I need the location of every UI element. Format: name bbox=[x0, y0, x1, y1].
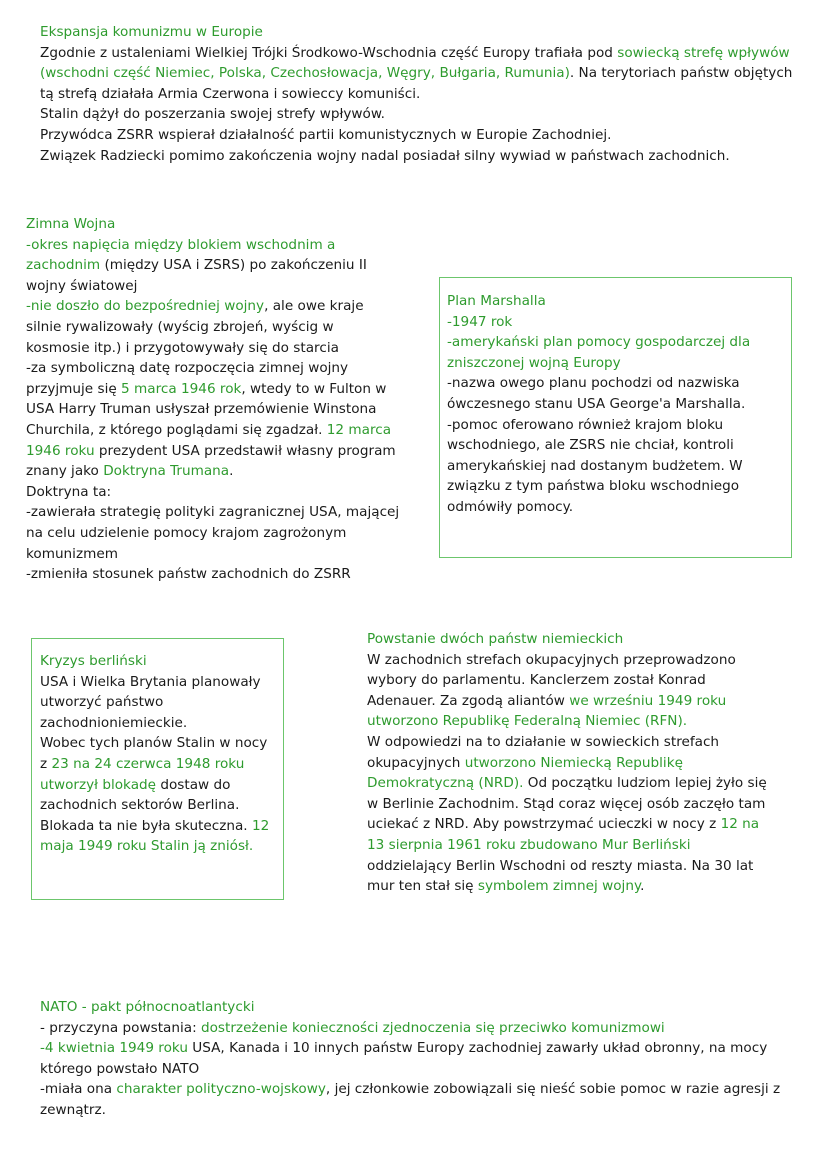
highlight: 12 maja 1949 roku Stalin ją zniósł. bbox=[40, 817, 270, 855]
text: . bbox=[640, 878, 645, 895]
paragraph bbox=[40, 1079, 800, 1120]
paragraph: -nazwa owego planu pochodzi od nazwiska ówczesnego stanu USA George'a Marshalla. bbox=[447, 375, 746, 412]
text: oddzielający Berlin Wschodni od reszty miasta. Na 30 lat mur ten stał się bbox=[367, 857, 754, 895]
highlight: 23 na 24 czerwca 1948 roku utworzył blokadę bbox=[40, 755, 245, 793]
text: , jej członkowie zobowiązali się nieść sobie pomoc w razie agresji z zewnątrz. bbox=[40, 1081, 781, 1118]
highlight: we wrześniu 1949 roku utworzono Republikę Federalną Niemiec (RFN). bbox=[367, 692, 727, 730]
paragraph bbox=[26, 296, 401, 358]
paragraph: -1947 rok bbox=[447, 313, 513, 330]
text: -miała ona bbox=[40, 1081, 117, 1098]
paragraph bbox=[40, 1018, 800, 1039]
text: , wtedy to w Fulton w USA Harry Truman usłyszał przemówienie Winstona Churchila, z którego poglądami się zgadzał. bbox=[26, 380, 387, 438]
section-title: Kryzys berliński bbox=[40, 653, 147, 669]
text: . bbox=[229, 463, 234, 480]
highlight: -okres napięcia między blokiem wschodnim a zachodnim bbox=[26, 236, 336, 274]
paragraph: Związek Radziecki pomimo zakończenia wojny nadal posiadał silny wywiad w państwach zachodnich. bbox=[40, 147, 730, 164]
paragraph: Przywódca ZSRR wspierał działalność partii komunistycznych w Europie Zachodniej. bbox=[40, 126, 612, 143]
paragraph: Doktryna ta: bbox=[26, 483, 112, 500]
text: -za symboliczną datę rozpoczęcia zimnej wojny przyjmuje się bbox=[26, 360, 349, 397]
text: prezydent USA przedstawił własny program znany jako bbox=[26, 442, 396, 480]
text: , ale owe kraje silnie rywalizowały (wyścig zbrojeń, wyścig w kosmosie itp.) i przygotowywały się do starcia bbox=[26, 298, 364, 356]
section-title: Zimna Wojna bbox=[26, 216, 116, 232]
highlight: dostrzeżenie konieczności zjednoczenia się przeciwko komunizmowi bbox=[200, 1019, 665, 1036]
paragraph: -zmieniła stosunek państw zachodnich do ZSRR bbox=[26, 566, 351, 583]
text: W odpowiedzi na to działanie w sowieckich strefach okupacyjnych bbox=[367, 733, 720, 771]
highlight: -4 kwietnia 1949 roku bbox=[40, 1040, 188, 1057]
paragraph bbox=[40, 816, 278, 857]
highlight: 12 na 13 sierpnia 1961 roku zbudowano Mur Berliński bbox=[367, 816, 760, 853]
highlight: symbolem zimnej wojny bbox=[477, 878, 641, 895]
paragraph: -amerykański plan pomocy gospodarczej dla zniszczonej wojną Europy bbox=[447, 334, 751, 371]
text: W zachodnich strefach okupacyjnych przeprowadzono wybory do parlamentu. Kanclerzem został Konrad Adenauer. Za zgodą aliantów bbox=[367, 651, 736, 709]
section-zimna-wojna bbox=[26, 214, 401, 585]
paragraph: Stalin dążył do poszerzania swojej strefy wpływów. bbox=[40, 106, 386, 123]
paragraph bbox=[367, 650, 769, 732]
section-powstanie-panstw bbox=[367, 629, 769, 897]
paragraph bbox=[40, 733, 278, 815]
text: Od początku ludziom lepiej żyło się w Berlinie Zachodnim. Stąd coraz więcej osób zaczęło tam uciekać z NRD. Aby powstrzymać ucieczki w nocy z bbox=[367, 775, 767, 833]
text: Blokada ta nie była skuteczna. bbox=[40, 817, 252, 834]
text: (między USA i ZSRS) po zakończeniu II wojny światowej bbox=[26, 257, 367, 294]
highlight: sowiecką strefę wpływów (wschodni część Niemiec, Polska, Czechosłowacja, Węgry, Bułgaria, Rumunia) bbox=[40, 44, 790, 82]
paragraph: -pomoc oferowano również krajom bloku wschodniego, ale ZSRS nie chciał, kontroli amerykańskiej nad dostanym budżetem. W związku z tym państwa bloku wschodniego odmówiły pomocy. bbox=[447, 416, 743, 515]
section-ekspansja bbox=[40, 22, 800, 166]
section-title: Powstanie dwóch państw niemieckich bbox=[367, 631, 624, 647]
highlight: utworzono Niemiecką Republikę Demokratyczną (NRD). bbox=[367, 754, 683, 792]
text: dostaw do zachodnich sektorów Berlina. bbox=[40, 776, 240, 814]
section-plan-marshalla bbox=[447, 291, 782, 518]
text: Zgodnie z ustaleniami Wielkiej Trójki Środkowo-Wschodnia część Europy trafiała pod bbox=[40, 44, 618, 61]
text: . Na terytoriach państw objętych tą strefą działała Armia Czerwona i sowieccy komuniści. bbox=[40, 65, 793, 102]
highlight: charakter polityczno-wojskowy bbox=[116, 1081, 326, 1098]
highlight: Doktryna Trumana bbox=[103, 463, 230, 480]
section-kryzys-berlinski bbox=[40, 651, 278, 857]
highlight: 12 marca 1946 roku bbox=[26, 421, 392, 459]
text: - przyczyna powstania: bbox=[40, 1019, 201, 1036]
paragraph bbox=[40, 43, 800, 105]
text: USA, Kanada i 10 innych państw Europy zachodniej zawarły układ obronny, na mocy którego powstało NATO bbox=[40, 1040, 768, 1077]
paragraph bbox=[26, 235, 401, 297]
paragraph bbox=[40, 1038, 800, 1079]
section-title: Plan Marshalla bbox=[447, 293, 546, 309]
highlight: 5 marca 1946 rok bbox=[121, 380, 242, 397]
section-title: NATO - pakt północnoatlantycki bbox=[40, 999, 255, 1015]
section-nato bbox=[40, 997, 800, 1121]
paragraph bbox=[26, 358, 401, 482]
text: Wobec tych planów Stalin w nocy z bbox=[40, 735, 268, 772]
paragraph: -zawierała strategię polityki zagranicznej USA, mającej na celu udzielenie pomocy krajom zagrożonym komunizmem bbox=[26, 504, 400, 562]
highlight: -nie doszło do bezpośredniej wojny bbox=[26, 298, 265, 315]
paragraph bbox=[367, 732, 769, 897]
paragraph: USA i Wielka Brytania planowały utworzyć państwo zachodnioniemieckie. bbox=[40, 673, 261, 731]
section-title: Ekspansja komunizmu w Europie bbox=[40, 24, 263, 40]
